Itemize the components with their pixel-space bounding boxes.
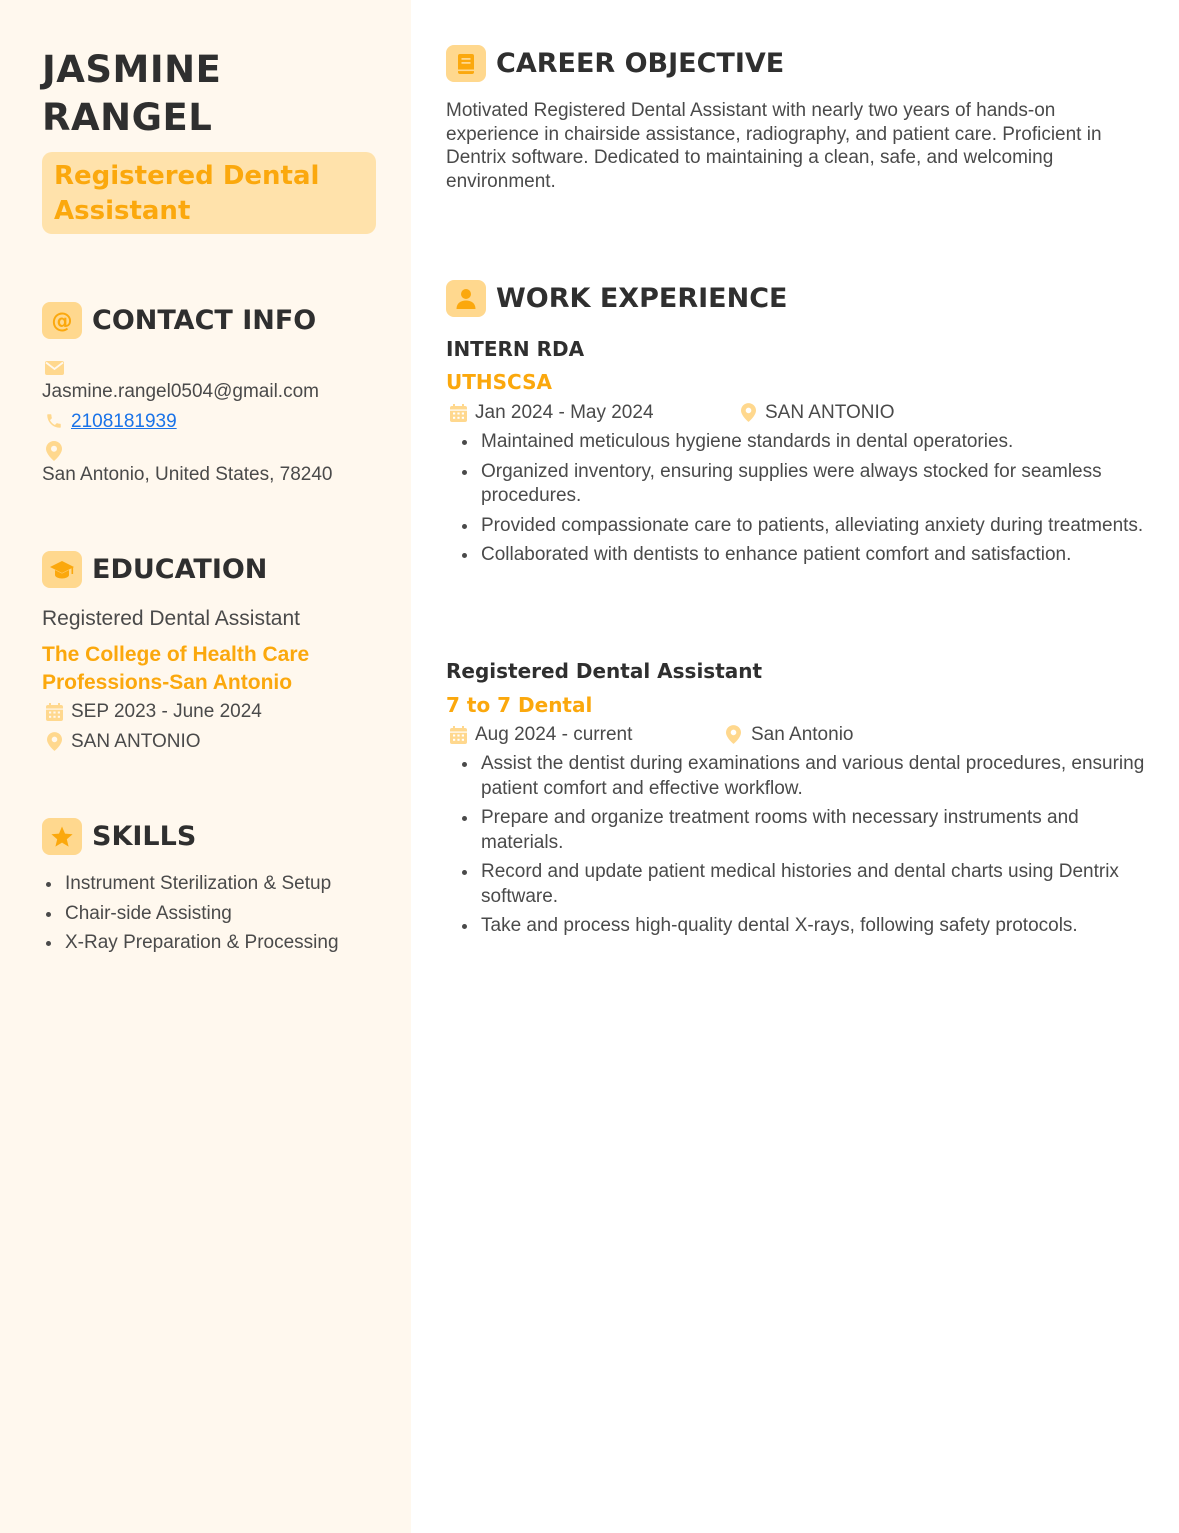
skill-item: Chair-side Assisting: [42, 902, 392, 927]
job-bullets: [458, 430, 1148, 573]
skills-list: [42, 872, 392, 961]
education-location: SAN ANTONIO: [71, 731, 201, 752]
phone-link[interactable]: 2108181939: [71, 411, 177, 432]
skills-section-header: [42, 818, 196, 855]
job-dates: Jan 2024 - May 2024: [475, 402, 654, 423]
star-icon: [42, 818, 82, 855]
job-bullet: Maintained meticulous hygiene standards in dental operatories.: [458, 430, 1148, 455]
calendar-icon: [450, 404, 467, 422]
calendar-icon: [46, 703, 63, 721]
experience-title: WORK EXPERIENCE: [496, 283, 788, 314]
education-school: The College of Health Care Professions-San Antonio: [42, 643, 310, 694]
user-icon: [446, 280, 486, 317]
education-dates: SEP 2023 - June 2024: [71, 701, 262, 722]
skills-title: SKILLS: [92, 821, 197, 852]
job-company: UTHSCSA: [446, 370, 552, 394]
job-title: Registered Dental Assistant: [446, 659, 763, 683]
location-pin-icon: [741, 403, 756, 422]
job-bullet: Collaborated with dentists to enhance patient comfort and satisfaction.: [458, 543, 1148, 568]
contact-section-header: [42, 302, 316, 339]
job-title: INTERN RDA: [446, 337, 585, 361]
at-sign-icon: [42, 302, 82, 339]
job-bullet: Record and update patient medical histories and dental charts using Dentrix software.: [458, 860, 1158, 909]
location-pin-icon: [46, 441, 62, 461]
contact-title: CONTACT INFO: [92, 305, 317, 336]
candidate-name: [42, 46, 382, 142]
job-bullet: Assist the dentist during examinations and various dental procedures, ensuring patient comfort and effective workflow.: [458, 752, 1158, 801]
svg-text:@: @: [51, 308, 73, 333]
first-name: JASMINE: [42, 48, 222, 91]
education-section-header: [42, 551, 267, 588]
graduation-cap-icon: [42, 551, 82, 588]
job-bullet: Provided compassionate care to patients, alleviating anxiety during treatments.: [458, 514, 1148, 539]
job-bullet: Take and process high-quality dental X-rays, following safety protocols.: [458, 914, 1158, 939]
location-pin-icon: [47, 732, 62, 751]
headline-badge: Registered Dental Assistant: [42, 152, 376, 234]
job-location: San Antonio: [751, 724, 854, 745]
envelope-icon: [45, 361, 64, 375]
job-bullet: Organized inventory, ensuring supplies were always stocked for seamless procedures.: [458, 460, 1148, 509]
calendar-icon: [450, 726, 467, 744]
skill-item: Instrument Sterilization & Setup: [42, 872, 392, 897]
job-company: 7 to 7 Dental: [446, 693, 593, 717]
job-bullet: Prepare and organize treatment rooms with necessary instruments and materials.: [458, 806, 1158, 855]
book-icon: [446, 45, 486, 82]
last-name: RANGEL: [42, 96, 213, 139]
education-degree: Registered Dental Assistant: [42, 607, 300, 630]
phone-icon: [45, 412, 63, 430]
email-text: Jasmine.rangel0504@gmail.com: [42, 381, 319, 402]
objective-title: CAREER OBJECTIVE: [496, 48, 785, 79]
education-title: EDUCATION: [92, 554, 268, 585]
location-pin-icon: [726, 725, 741, 744]
job-dates: Aug 2024 - current: [475, 724, 633, 745]
objective-section-header: [446, 45, 784, 82]
experience-section-header: [446, 280, 787, 317]
address-text: San Antonio, United States, 78240: [42, 464, 333, 485]
objective-text: Motivated Registered Dental Assistant with nearly two years of hands-on experience in chairside assistance, radiography, and patient care. Proficient in Dentrix software. Dedicated to maintaining a clean, safe, and welcoming environment.: [446, 100, 1102, 192]
job-bullets: [458, 752, 1158, 944]
job-location: SAN ANTONIO: [765, 402, 895, 423]
skill-item: X-Ray Preparation & Processing: [42, 931, 392, 956]
